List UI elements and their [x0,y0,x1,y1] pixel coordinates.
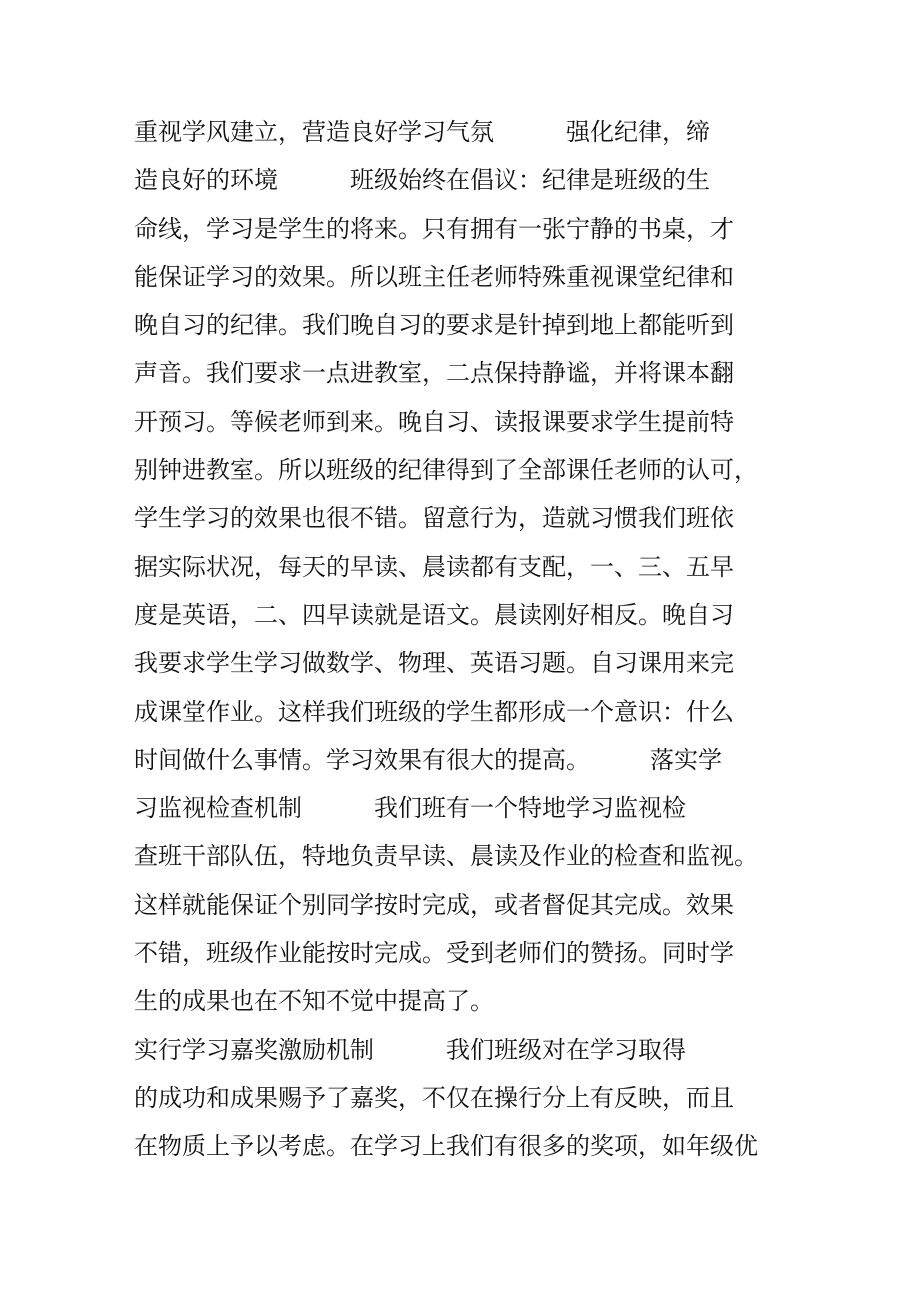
text-line: 我要求学生学习做数学、物理、英语习题。自习课用来完 [134,649,734,678]
text-line: 在物质上予以考虑。在学习上我们有很多的奖项，如年级优 [134,1132,758,1161]
text-line: 度是英语，二、四早读就是语文。晨读刚好相反。晚自习 [134,600,734,629]
text-line: 实行学习嘉奖激励机制 我们班级对在学习取得 [134,1035,686,1064]
text-line: 成课堂作业。这样我们班级的学生都形成一个意识：什么 [134,697,734,726]
text-line: 生的成果也在不知不觉中提高了。 [134,987,494,1016]
text-line: 据实际状况，每天的早读、晨读都有支配，一、三、五早 [134,552,734,581]
text-line: 重视学风建立，营造良好学习气氛 强化纪律，缔 [134,118,710,146]
text-line: 晚自习的纪律。我们晚自习的要求是针掉到地上都能听到 [134,311,734,340]
text-line: 习监视检查机制 我们班有一个特地学习监视检 [134,794,686,823]
text-line: 查班干部队伍，特地负责早读、晨读及作业的检查和监视。 [134,842,758,871]
text-line: 开预习。等候老师到来。晚自习、读报课要求学生提前特 [134,407,734,436]
text-line: 命线，学习是学生的将来。只有拥有一张宁静的书桌，才 [134,214,734,243]
text-line: 别钟进教室。所以班级的纪律得到了全部课任老师的认可， [134,456,758,485]
text-line: 能保证学习的效果。所以班主任老师特殊重视课堂纪律和 [134,262,734,291]
text-line: 的成功和成果赐予了嘉奖，不仅在操行分上有反映，而且 [134,1083,734,1112]
text-line: 学生学习的效果也很不错。留意行为，造就习惯我们班依 [134,504,734,533]
text-line: 声音。我们要求一点进教室，二点保持静谧，并将课本翻 [134,359,734,388]
text-line: 造良好的环境 班级始终在倡议：纪律是班级的生 [134,166,710,195]
text-line: 这样就能保证个别同学按时完成，或者督促其完成。效果 [134,890,734,919]
text-line: 时间做什么事情。学习效果有很大的提高。 落实学 [134,745,722,774]
body-text [134,108,814,1171]
text-line: 不错，班级作业能按时完成。受到老师们的赞扬。同时学 [134,939,734,968]
